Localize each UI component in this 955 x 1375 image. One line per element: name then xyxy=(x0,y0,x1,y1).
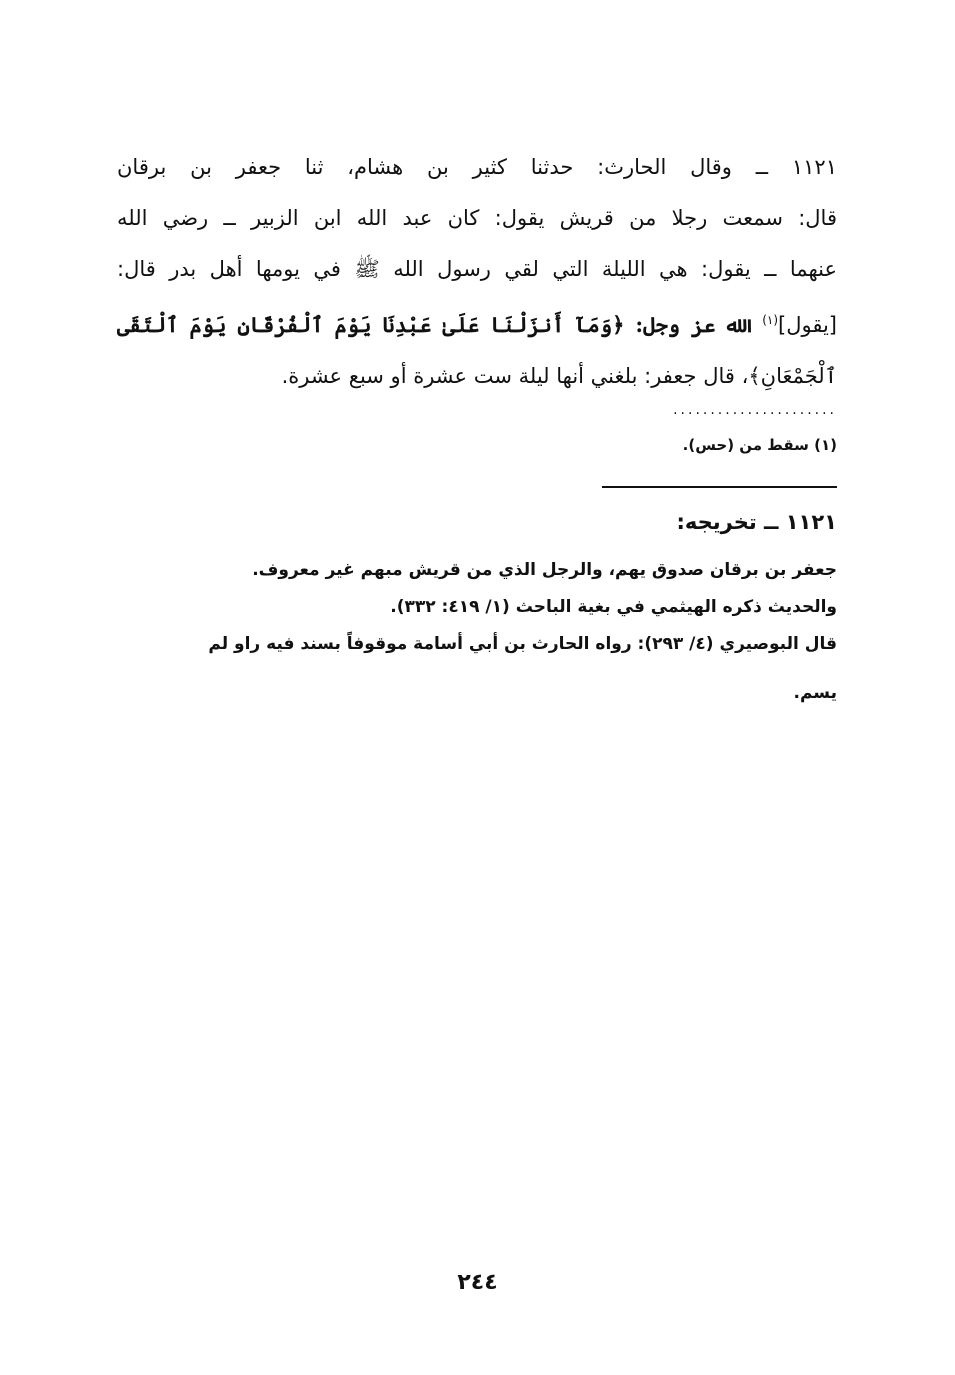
hadith-line-3: عنهما ــ يقول: هي الليلة التي لقي رسول الله ﷺ في يومها أهل بدر قال: xyxy=(117,257,837,281)
takhrij-line-2: والحديث ذكره الهيثمي في بغية الباحث (١/ ٤١٩: ٣٣٢). xyxy=(390,597,837,617)
footnote-marker: (١) xyxy=(762,313,779,327)
takhrij-line-1: جعفر بن برقان صدوق يهم، والرجل الذي من قريش مبهم غير معروف. xyxy=(252,560,837,580)
takhrij-heading: ١١٢١ ــ تخريجه: xyxy=(676,510,837,534)
hadith-text xyxy=(117,142,837,402)
takhrij-line-3: قال البوصيري (٤/ ٢٩٣): رواه الحارث بن أبي أسامة موقوفاً بسند فيه راو لم xyxy=(208,634,837,654)
hadith-line-4 xyxy=(117,295,837,351)
hadith-line-5: ٱلْجَمْعَانِ﴾، قال جعفر: بلغني أنها ليلة ست عشرة أو سبع عشرة. xyxy=(281,364,837,388)
section-divider xyxy=(602,486,837,488)
bracketed-word: [يقول] xyxy=(778,313,837,337)
hadith-line-2: قال: سمعت رجلا من قريش يقول: كان عبد الله ابن الزبير ــ رضي الله xyxy=(117,206,837,230)
quran-verse: الله عز وجل: ﴿وَمَآ أَنزَلْنَا عَلَىٰ عَبْدِنَا يَوْمَ ٱلْفُرْقَانِ يَوْمَ ٱلْتَقَى xyxy=(117,312,763,337)
hadith-line-1: ١١٢١ ــ وقال الحارث: حدثنا كثير بن هشام، ثنا جعفر بن برقان xyxy=(117,155,837,179)
takhrij-line-4: يسم. xyxy=(793,683,837,703)
page-number: ٢٤٤ xyxy=(457,1270,498,1295)
takhrij-text xyxy=(117,552,837,712)
footnote: (١) سقط من (حس). xyxy=(682,436,837,454)
footnote-separator: ...................... xyxy=(673,402,837,418)
